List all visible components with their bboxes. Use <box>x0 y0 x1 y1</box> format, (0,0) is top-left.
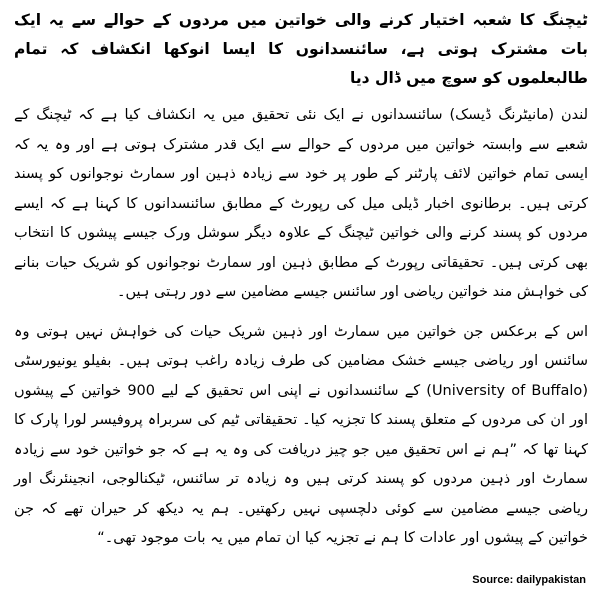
article-headline: ٹیچنگ کا شعبہ اختیار کرنے والی خواتین میں مردوں کے حوالے سے یہ ایک بات مشترک ہوتی ہے، سائنسدانوں کا ایسا انوکھا انکشاف کہ تمام طالبعلموں کو سوچ میں ڈال دیا <box>14 11 588 87</box>
article <box>14 6 588 564</box>
article-paragraph-2: اس کے برعکس جن خواتین میں سمارٹ اور ذہین شریک حیات کی خواہش نہیں ہوتی وہ سائنس اور ریاضی جیسے خشک مضامین کی طرف زیادہ راغب ہوتی ہیں۔ بفیلو یونیورسٹی (University of Buffalo) کے سائنسدانوں نے اپنی اس تحقیق کے لیے 900 خواتین کے پیشوں اور ان کی مردوں کے متعلق پسند کا تجزیہ کیا۔ تحقیقاتی ٹیم کی سربراہ پروفیسر لورا پارک کا کہنا تھا کہ ”ہم نے اس تحقیق میں جو چیز دریافت کی وہ یہ ہے کہ جو خواتین خود سے زیادہ سمارٹ اور ذہین مردوں کو پسند کرتی ہیں وہ زیادہ تر سائنس، ٹیکنالوجی، انجینئرنگ اور ریاضی جیسے مضامین سے کوئی دلچسپی نہیں رکھتیں۔ ہم یہ دیکھ کر حیران تھے کہ جن خواتین کے پیشوں اور عادات کا ہم نے تجزیہ کیا ان تمام میں یہ بات موجود تھی۔“ <box>14 323 588 546</box>
article-paragraph-1: لندن (مانیٹرنگ ڈیسک) سائنسدانوں نے ایک نئی تحقیق میں یہ انکشاف کیا ہے کہ ٹیچنگ کے شعبے سے وابستہ خواتین میں مردوں کے حوالے سے ایک قدر مشترک ہوتی ہے اور وہ یہ کہ ایسی تمام خواتین لائف پارٹنر کے طور پر خود سے زیادہ ذہین اور سمارٹ نوجوانوں کو پسند کرتی ہیں۔ برطانوی اخبار ڈیلی میل کی رپورٹ کے مطابق سائنسدانوں کا کہنا ہے کہ ایسے مردوں کو پسند کرنے والی خواتین ٹیچنگ کے علاوہ دیگر سوشل ورک جیسے پیشوں کا انتخاب بھی کرتی ہیں۔ تحقیقاتی رپورٹ کے مطابق ذہین اور سمارٹ نوجوانوں کو شریک حیات بنانے کی خواہش مند خواتین ریاضی اور سائنس جیسے مضامین سے دور رہتی ہیں۔ <box>14 107 588 300</box>
source-credit: Source: dailypakistan <box>472 574 586 586</box>
